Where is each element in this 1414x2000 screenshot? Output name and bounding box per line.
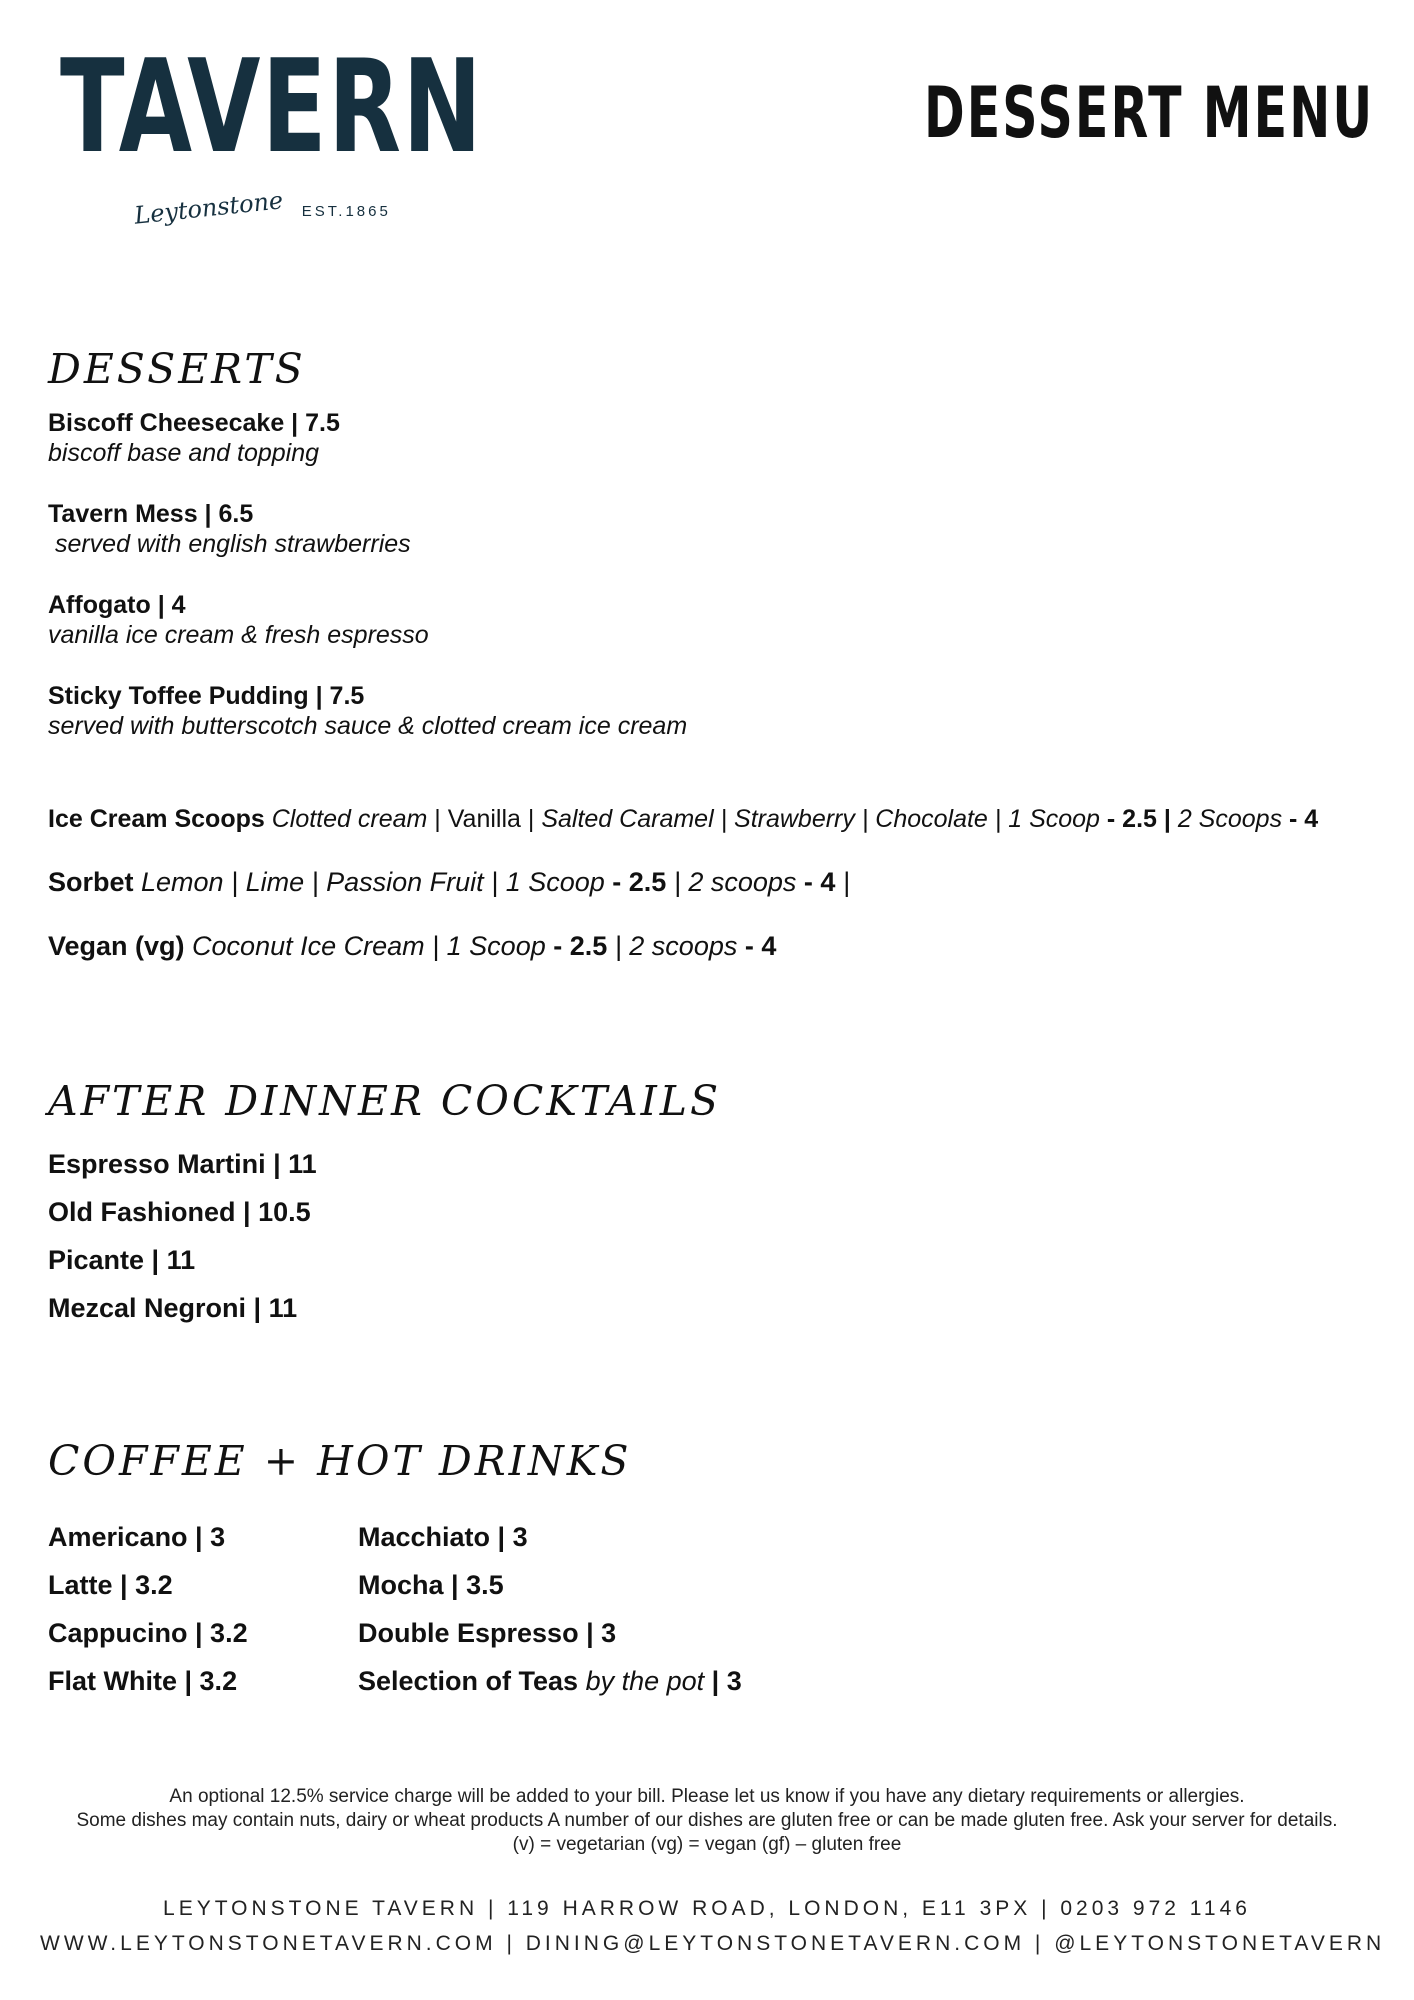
logo-wordmark: TAVERN	[60, 33, 484, 182]
dessert-item	[48, 499, 411, 559]
footer-contacts: WWW.LEYTONSTONETAVERN.COM | DINING@LEYTONSTONETAVERN.COM | @LEYTONSTONETAVERN	[40, 1932, 1386, 1955]
flavour: 2 Scoops	[1170, 805, 1283, 833]
dessert-name: Affogato | 4	[48, 591, 186, 619]
cocktails-heading: AFTER DINNER COCKTAILS	[48, 1077, 722, 1125]
cocktail-item: Picante | 11	[48, 1245, 196, 1275]
hot-drink-item: Double Espresso | 3	[358, 1618, 617, 1648]
sorbet-line	[48, 866, 850, 898]
notice-line: Some dishes may contain nuts, dairy or wheat products A number of our dishes are gluten free or can be made gluten free. Ask your server for details.	[76, 1810, 1338, 1831]
cocktail-item: Espresso Martini | 11	[48, 1149, 317, 1179]
tea-qualifier: by the pot	[578, 1666, 705, 1696]
flavour: Clotted cream	[271, 805, 428, 833]
dessert-item	[48, 408, 340, 468]
vegan-line	[48, 930, 776, 962]
dessert-desc: served with english strawberries	[48, 530, 411, 558]
service-notice	[57, 1785, 1357, 1857]
dessert-name: Biscoff Cheesecake | 7.5	[48, 409, 340, 437]
flavour: Vanilla	[447, 805, 521, 833]
price: - 2.5 |	[1099, 805, 1171, 833]
ice-cream-label: Ice Cream Scoops	[48, 805, 265, 833]
flavour: | 2 scoops	[607, 931, 738, 961]
price: - 4	[737, 931, 777, 961]
hot-drink-item	[358, 1665, 742, 1697]
dessert-name: Tavern Mess | 6.5	[48, 500, 254, 528]
flavour: | 2 scoops	[666, 867, 797, 897]
dessert-desc: vanilla ice cream & fresh espresso	[48, 621, 429, 649]
separator: |	[427, 805, 448, 833]
price: - 2.5	[545, 931, 608, 961]
cocktail-item: Mezcal Negroni | 11	[48, 1293, 298, 1323]
dessert-item	[48, 590, 429, 650]
ice-cream-line	[48, 803, 1318, 835]
logo-est: EST.1865	[301, 203, 391, 221]
dietary-key: (v) = vegetarian (vg) = vegan (gf) – gluten free	[512, 1834, 902, 1855]
tea-name: Selection of Teas	[358, 1666, 579, 1696]
price: - 4	[796, 867, 836, 897]
dessert-item	[48, 681, 687, 741]
flavour: Lemon | Lime | Passion Fruit | 1 Scoop	[133, 867, 605, 897]
cocktail-item: Old Fashioned | 10.5	[48, 1197, 311, 1227]
hot-drink-item: Americano | 3	[48, 1522, 226, 1552]
dessert-desc: biscoff base and topping	[48, 439, 320, 467]
hot-drink-item: Flat White | 3.2	[48, 1666, 238, 1696]
flavour: Coconut Ice Cream | 1 Scoop	[184, 931, 546, 961]
separator: |	[520, 805, 542, 833]
notice-line: An optional 12.5% service charge will be added to your bill. Please let us know if you have any dietary requirements or allergies.	[169, 1786, 1245, 1807]
tavern-logo	[60, 33, 484, 230]
dessert-desc: served with butterscotch sauce & clotted cream ice cream	[48, 712, 688, 740]
flavour: Salted Caramel | Strawberry | Chocolate | 1 Scoop	[541, 805, 1100, 833]
footer-address: LEYTONSTONE TAVERN | 119 HARROW ROAD, LONDON, E11 3PX | 0203 972 1146	[163, 1897, 1251, 1920]
hot-drink-item: Mocha | 3.5	[358, 1570, 504, 1600]
tea-price: | 3	[704, 1666, 742, 1696]
dessert-name: Sticky Toffee Pudding | 7.5	[48, 682, 365, 710]
price: - 2.5	[604, 867, 667, 897]
menu-title: DESSERT MENU	[923, 72, 1374, 154]
hot-drink-item: Cappucino | 3.2	[48, 1618, 248, 1648]
desserts-heading: DESSERTS	[48, 345, 306, 393]
price: - 4	[1282, 805, 1319, 833]
separator: |	[835, 867, 850, 897]
logo-subline	[132, 186, 391, 230]
hot-drink-item: Latte | 3.2	[48, 1570, 173, 1600]
sorbet-label: Sorbet	[48, 867, 134, 897]
coffee-heading: COFFEE + HOT DRINKS	[48, 1437, 632, 1485]
logo-script: Leytonstone	[132, 186, 285, 230]
hot-drink-item: Macchiato | 3	[358, 1522, 528, 1552]
vegan-label: Vegan (vg)	[48, 931, 185, 961]
